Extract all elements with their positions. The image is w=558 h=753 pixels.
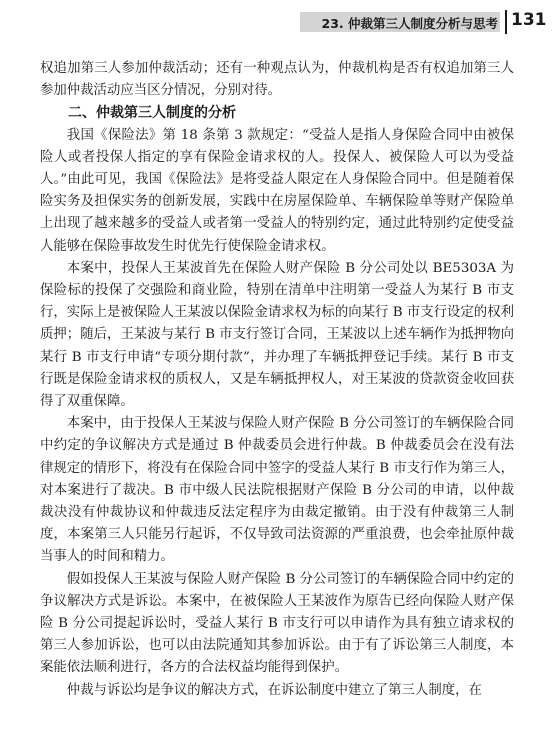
page-body	[40, 58, 514, 702]
paragraph: 本案中，投保人王某波首先在保险人财产保险 B 分公司处以 BE5303A 为保险标的投保了交强险和商业险，特别在清单中注明第一受益人为某行 B 市支行，实际上是被保险人王某波以保险金请求权为标的向某行 B 市支行设定的权利质押；随后，王某波与某行 B 市支行签订合同，王某波以上述车辆作为抵押物向某行 B 市支行申请“专项分期付款”，并办理了车辆抵押登记手续。某行 B 市支行既是保险金请求权的质权人，又是车辆抵押权人，对王某波的贷款资金收回获得了双重保障。	[40, 260, 514, 410]
paragraph: 假如投保人王某波与保险人财产保险 B 分公司签订的车辆保险合同中约定的争议解决方式是诉讼。本案中，在被保险人王某波作为原告已经向保险人财产保险 B 分公司提起诉讼时，受益人某行 B 市支行可以申请作为具有独立请求权的第三人参加诉讼，也可以由法院通知其参加诉讼。由于有了诉讼第三人制度，本案能依法顺利进行，各方的合法权益均能得到保护。	[40, 571, 514, 676]
paragraph: 本案中，由于投保人王某波与保险人财产保险 B 分公司签订的车辆保险合同中约定的争议解决方式是通过 B 仲裁委员会进行仲裁。B 仲裁委员会在没有法律规定的情形下，将没有在保险合同中签字的受益人某行 B 市支行作为第三人，对本案进行了裁决。B 市中级人民法院根据财产保险 B 分公司的申请，以仲裁裁决没有仲裁协议和仲裁违反法定程序为由裁定撤销。由于没有仲裁第三人制度，本案第三人只能另行起诉，不仅导致司法资源的严重浪费，也会牵扯原仲裁当事人的时间和精力。	[40, 416, 514, 565]
section-heading: 二、仲裁第三人制度的分析	[68, 105, 236, 122]
header-separator	[505, 10, 507, 34]
paragraph-continued: 权追加第三人参加仲裁活动；还有一种观点认为，仲裁机构是否有权追加第三人参加仲裁活动应当区分情况，分别对待。	[40, 61, 514, 99]
page-number: 131	[511, 10, 547, 30]
paragraph: 我国《保险法》第 18 条第 3 款规定：“受益人是指人身保险合同中由被保险人或者投保人指定的享有保险金请求权的人。投保人、被保险人可以为受益人。”由此可见，我国《保险法》是将受益人限定在人身保险合同中。但是随着保险实务及担保实务的创新发展，实践中在房屋保险单、车辆保险单等财产保险单上出现了越来越多的受益人或者第一受益人的特别约定，通过此特别约定使受益人能够在保险事故发生时优先行使保险金请求权。	[40, 127, 514, 254]
running-header	[0, 10, 558, 36]
paragraph: 仲裁与诉讼均是争议的解决方式，在诉讼制度中建立了第三人制度，在	[66, 682, 482, 698]
running-title: 23. 仲裁第三人制度分析与思考	[321, 16, 498, 31]
